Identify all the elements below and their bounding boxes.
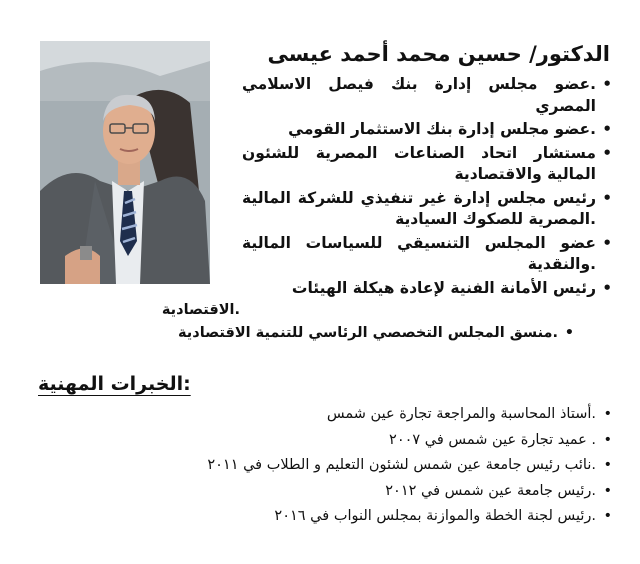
list-item: • .منسق المجلس التخصصي الرئاسي للتنمية الاقتصادية <box>38 322 574 344</box>
roles-continuation: .الاقتصادية <box>161 302 240 318</box>
roles-list <box>242 74 612 301</box>
list-item: • رئيس مجلس إدارة غير تنفيذي للشركة المالية .المصرية للصكوك السيادية <box>242 188 612 231</box>
list-item: • عضو المجلس التنسيقي للسياسات المالية .والنقدية <box>242 233 612 276</box>
list-item: • رئيس الأمانة الفنية لإعادة هيكلة الهيئات <box>242 278 612 300</box>
list-item: • .رئيس لجنة الخطة والموازنة بمجلس النواب في ٢٠١٦ <box>52 504 612 530</box>
list-item: • . عميد تجارة عين شمس في ٢٠٠٧ <box>52 428 612 454</box>
list-item: • .نائب رئيس جامعة عين شمس لشئون التعليم و الطلاب في ٢٠١١ <box>52 453 612 479</box>
portrait-photo <box>40 41 210 284</box>
list-item: • مستشار اتحاد الصناعات المصرية للشئون المالية والاقتصادية <box>242 143 612 186</box>
experience-heading: :الخبرات المهنية <box>38 373 191 395</box>
list-item: • .رئيس جامعة عين شمس في ٢٠١٢ <box>52 479 612 505</box>
list-item: • .عضو مجلس إدارة بنك الاستثمار القومي <box>242 119 612 141</box>
person-name: الدكتور/ حسين محمد أحمد عيسى <box>267 42 610 66</box>
experience-list <box>52 402 612 530</box>
portrait-illustration <box>40 41 210 284</box>
list-item: • .عضو مجلس إدارة بنك فيصل الاسلامي المصري <box>242 74 612 117</box>
list-item: • .أستاذ المحاسبة والمراجعة تجارة عين شمس <box>52 402 612 428</box>
